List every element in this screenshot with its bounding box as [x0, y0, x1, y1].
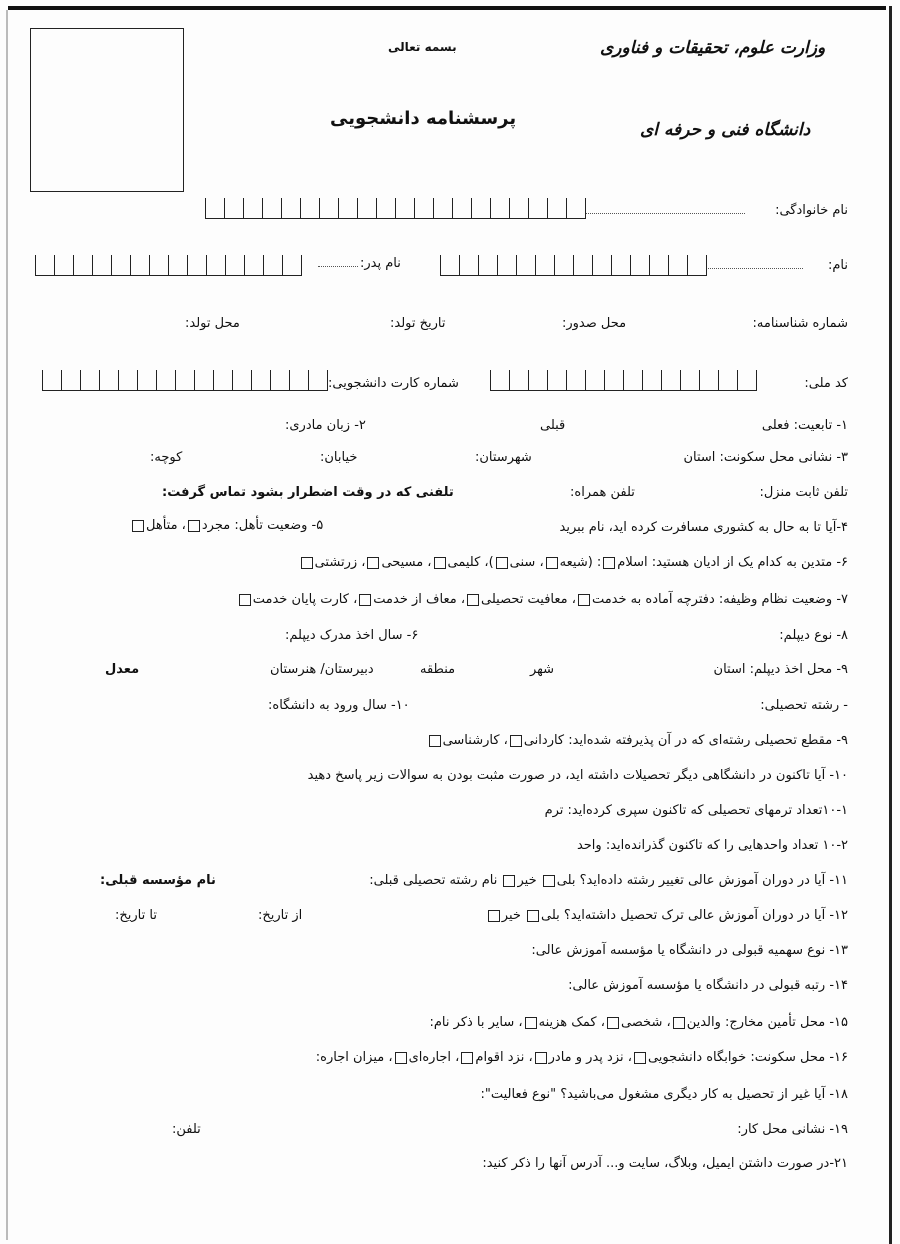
national-code-label: کد ملی:: [804, 376, 848, 391]
family-name-dots[interactable]: [585, 203, 745, 218]
associate-checkbox[interactable]: [510, 735, 522, 747]
ministry-name: وزارت علوم، تحقیقات و فناوری: [600, 38, 826, 58]
q8-b: ۶- سال اخذ مدرک دیپلم:: [285, 628, 419, 643]
q8: ۸- نوع دیپلم:: [779, 628, 848, 643]
q9-d: دبیرستان/ هنرستان: [270, 662, 374, 677]
family-name-label: نام خانوادگی:: [775, 203, 848, 218]
married-checkbox[interactable]: [132, 520, 144, 532]
q10-1: ۱۰-۱تعداد ترمهای تحصیلی که تاکنون سپری کرده‌اید: ترم: [544, 803, 848, 818]
phone-mobile: تلفن همراه:: [570, 485, 635, 500]
family-name-boxes[interactable]: [205, 198, 586, 219]
christian-checkbox[interactable]: [367, 557, 379, 569]
parents-home-checkbox[interactable]: [535, 1052, 547, 1064]
q7: ۷- وضعیت نظام وظیفه: دفترچه آماده به خدمت، معافیت تحصیلی، معاف از خدمت، کارت پایان خدمت: [237, 592, 848, 607]
phone-emergency: تلفنی که در وقت اضطرار بشود تماس گرفت:: [162, 485, 454, 500]
sunni-checkbox[interactable]: [496, 557, 508, 569]
q11-d: نام مؤسسه قبلی:: [100, 873, 216, 888]
right-border: [889, 6, 892, 1244]
q12-yes[interactable]: [527, 910, 539, 922]
national-code-boxes[interactable]: [490, 370, 757, 391]
q1: ۱- تابعیت: فعلی: [761, 418, 848, 433]
dorm-checkbox[interactable]: [634, 1052, 646, 1064]
q12-no[interactable]: [488, 910, 500, 922]
birth-place-label: محل تولد:: [185, 316, 240, 331]
q21: ۲۱-در صورت داشتن ایمیل، وبلاگ، سایت و... آدرس آنها را ذکر کنید:: [482, 1156, 848, 1171]
birth-date-label: تاریخ تولد:: [390, 316, 446, 331]
q15: ۱۵- محل تأمین مخارج: والدین، شخصی، کمک هزینه، سایر با ذکر نام:: [429, 1015, 848, 1030]
q12-c: از تاریخ:: [258, 908, 303, 923]
phone-home: تلفن ثابت منزل:: [759, 485, 848, 500]
q12: ۱۲- آیا در دوران آموزش عالی ترک تحصیل داشته‌اید؟ بلی خیر: [486, 908, 848, 923]
q3: ۳- نشانی محل سکونت: استان: [683, 450, 848, 465]
first-name-dots[interactable]: [708, 258, 803, 273]
q12-d: تا تاریخ:: [115, 908, 157, 923]
q19: ۱۹- نشانی محل کار:: [737, 1122, 848, 1137]
q11: ۱۱- آیا در دوران آموزش عالی تغییر رشته داده‌اید؟ بلی خیر نام رشته تحصیلی قبلی:: [369, 873, 848, 888]
q9b: ۹- مقطع تحصیلی رشته‌ای که در آن پذیرفته شده‌اید: کاردانی، کارشناسی: [427, 733, 848, 748]
top-border: [8, 6, 886, 10]
service-card-checkbox[interactable]: [239, 594, 251, 606]
q11-yes[interactable]: [543, 875, 555, 887]
basmala: بسمه تعالی: [388, 40, 457, 54]
q9-b: شهر: [530, 662, 555, 677]
bachelor-checkbox[interactable]: [429, 735, 441, 747]
q11-no[interactable]: [503, 875, 515, 887]
q6: ۶- متدین به کدام یک از ادیان هستید: اسلام: (شیعه، سنی)، کلیمی، مسیحی، زرتشتی: [299, 555, 848, 570]
q3-city: شهرستان:: [475, 450, 532, 465]
major: - رشته تحصیلی:: [760, 698, 848, 713]
jewish-checkbox[interactable]: [434, 557, 446, 569]
single-checkbox[interactable]: [188, 520, 200, 532]
q13: ۱۳- نوع سهمیه قبولی در دانشگاه یا مؤسسه آموزش عالی:: [531, 943, 848, 958]
q10: ۱۰- آیا تاکنون در دانشگاهی دیگر تحصیلات داشته اید، در صورت مثبت بودن به سوالات زیر پاسخ دهید: [307, 768, 848, 783]
ready-checkbox[interactable]: [578, 594, 590, 606]
relatives-checkbox[interactable]: [461, 1052, 473, 1064]
id-number-label: شماره شناسنامه:: [752, 316, 848, 331]
q14: ۱۴- رتبه قبولی در دانشگاه یا مؤسسه آموزش عالی:: [568, 978, 848, 993]
personal-checkbox[interactable]: [607, 1017, 619, 1029]
q9-c: منطقه: [420, 662, 456, 677]
q18: ۱۸- آیا غیر از تحصیل به کار دیگری مشغول می‌باشید؟ "نوع فعالیت":: [480, 1087, 848, 1102]
q9: ۹- محل اخذ دیپلم: استان: [713, 662, 848, 677]
father-name-dots[interactable]: [318, 256, 358, 271]
page-title: پرسشنامه دانشجویی: [330, 108, 517, 129]
rent-checkbox[interactable]: [395, 1052, 407, 1064]
left-border: [6, 10, 8, 1240]
zoroastrian-checkbox[interactable]: [301, 557, 313, 569]
father-name-label: نام پدر:: [360, 256, 401, 271]
father-name-boxes[interactable]: [35, 255, 302, 276]
exempt-checkbox[interactable]: [359, 594, 371, 606]
edu-exempt-checkbox[interactable]: [467, 594, 479, 606]
q19-b: تلفن:: [172, 1122, 201, 1137]
q9-e: معدل: [105, 662, 140, 677]
student-card-boxes[interactable]: [42, 370, 328, 391]
q3-alley: کوچه:: [150, 450, 183, 465]
q10-2: ۱۰-۲ تعداد واحدهایی را که تاکنون گذرانده‌اید: واحد: [576, 838, 848, 853]
student-card-label: شماره کارت دانشجویی:: [328, 376, 459, 391]
shia-checkbox[interactable]: [546, 557, 558, 569]
issue-place-label: محل صدور:: [562, 316, 627, 331]
q3-street: خیابان:: [320, 450, 358, 465]
q2: ۲- زبان مادری:: [285, 418, 366, 433]
q1-b: قبلی: [540, 418, 566, 433]
university-name: دانشگاه فنی و حرفه ای: [640, 120, 811, 140]
q5: ۵- وضعیت تأهل: مجرد، متأهل: [130, 518, 323, 533]
q16: ۱۶- محل سکونت: خوابگاه دانشجویی، نزد پدر و مادر، نزد اقوام، اجاره‌ای، میزان اجاره:: [315, 1050, 848, 1065]
parents-checkbox[interactable]: [673, 1017, 685, 1029]
islam-checkbox[interactable]: [603, 557, 615, 569]
q4: ۴-آیا تا به حال به کشوری مسافرت کرده اید، نام ببرید: [559, 520, 848, 535]
photo-box: [30, 28, 184, 192]
first-name-label: نام:: [827, 258, 848, 273]
entry-year: ۱۰- سال ورود به دانشگاه:: [268, 698, 410, 713]
first-name-boxes[interactable]: [440, 255, 707, 276]
aid-checkbox[interactable]: [525, 1017, 537, 1029]
